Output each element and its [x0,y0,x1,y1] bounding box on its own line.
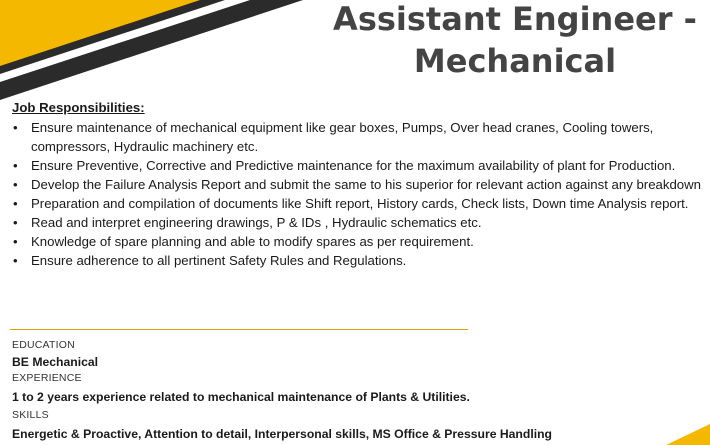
qualifications-section [12,338,702,445]
list-item [12,213,702,232]
list-item [12,156,702,175]
bullet-icon: • [13,196,18,211]
list-item [12,251,702,270]
responsibilities-heading: Job Responsibilities: [12,100,145,115]
education-label: EDUCATION [12,339,75,351]
responsibilities-section [12,98,702,270]
list-item-text: Knowledge of spare planning and able to modify spares as per requirement. [31,234,474,249]
list-item [12,118,702,156]
bullet-icon: • [13,120,18,135]
list-item [12,194,702,213]
list-item-text: Ensure maintenance of mechanical equipment like gear boxes, Pumps, Over head cranes, Cooling towers, compressors, Hydraulic machinery etc. [31,120,654,154]
corner-yellow-triangle [0,0,292,96]
experience-value: 1 to 2 years experience related to mechanical maintenance of Plants & Utilities. [12,390,470,404]
list-item [12,175,702,194]
responsibilities-list [12,118,702,270]
job-title-line-2: Mechanical [413,42,617,80]
skills-label: SKILLS [12,409,49,421]
bullet-icon: • [13,253,18,268]
bullet-icon: • [13,234,18,249]
job-title-line-1: Assistant Engineer - [333,0,697,38]
bullet-icon: • [13,215,18,230]
corner-dark-band [0,0,303,100]
list-item-text: Ensure Preventive, Corrective and Predictive maintenance for the maximum availability of plant for Production. [31,158,676,173]
education-value: BE Mechanical [12,355,99,369]
list-item-text: Ensure adherence to all pertinent Safety Rules and Regulations. [31,253,407,268]
section-divider [10,329,468,330]
list-item [12,232,702,251]
bullet-icon: • [13,158,18,173]
skills-value: Energetic & Proactive, Attention to detail, Interpersonal skills, MS Office & Pressure Handling [12,427,552,441]
corner-white-stripe [0,0,250,82]
job-title [330,0,700,82]
list-item-text: Preparation and compilation of documents like Shift report, History cards, Check lists, Down time Analysis report. [31,196,689,211]
bullet-icon: • [13,177,18,192]
list-item-text: Read and interpret engineering drawings, P & IDs , Hydraulic schematics etc. [31,215,482,230]
experience-label: EXPERIENCE [12,372,82,384]
list-item-text: Develop the Failure Analysis Report and submit the same to his superior for relevant action against any breakdown [31,177,701,192]
